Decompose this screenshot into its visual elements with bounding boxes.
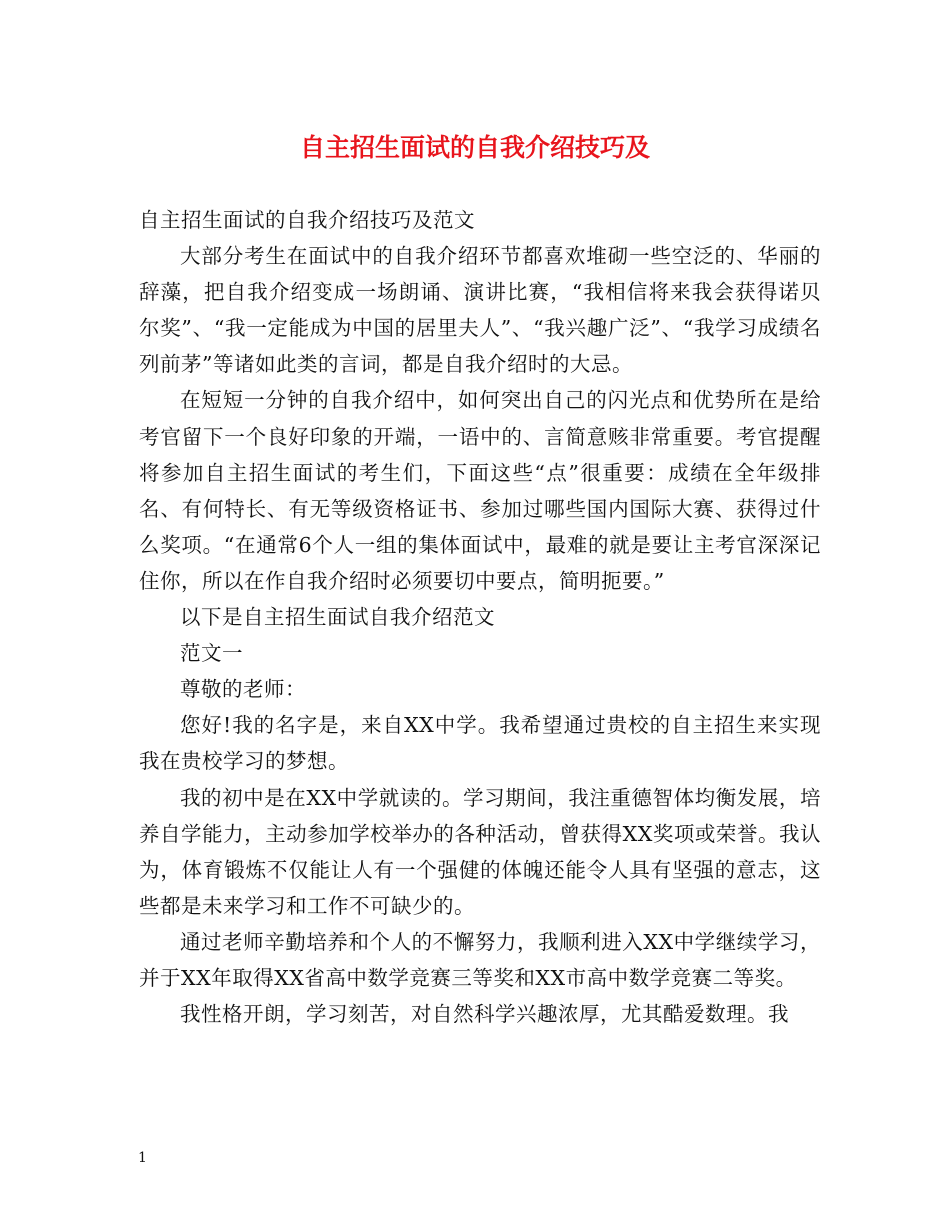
paragraph-subtitle: 自主招生面试的自我介绍技巧及范文 bbox=[139, 208, 475, 232]
paragraph: 我的初中是在XX中学就读的。学习期间，我注重德智体均衡发展，培养自学能力，主动参加学校举办的各种活动，曾获得XX奖项或荣誉。我认为，体育锻炼不仅能让人有一个强健的体魄还能令人具有坚强的意志，这些都是未来学习和工作不可缺少的。 bbox=[139, 785, 821, 918]
paragraph: 我性格开朗，学习刻苦，对自然科学兴趣浓厚，尤其酷爱数理。我 bbox=[180, 1002, 789, 1027]
paragraph: 您好!我的名字是，来自XX中学。我希望通过贵校的自主招生来实现我在贵校学习的梦想。 bbox=[139, 713, 821, 774]
document-title: 自主招生面试的自我介绍技巧及 bbox=[299, 133, 650, 162]
paragraph: 尊敬的老师： bbox=[180, 677, 306, 702]
page-number: 1 bbox=[138, 1150, 147, 1166]
paragraph: 通过老师辛勤培养和个人的不懈努力，我顺利进入XX中学继续学习，并于XX年取得XX省高中数学竞赛三等奖和XX市高中数学竞赛二等奖。 bbox=[139, 929, 821, 990]
paragraph: 范文一 bbox=[180, 641, 243, 666]
paragraph: 大部分考生在面试中的自我介绍环节都喜欢堆砌一些空泛的、华丽的辞藻，把自我介绍变成一场朗诵、演讲比赛，“我相信将来我会获得诺贝尔奖”、“我一定能成为中国的居里夫人”、“我兴趣广泛”、“我学习成绩名列前茅”等诸如此类的言词，都是自我介绍时的大忌。 bbox=[139, 244, 821, 377]
paragraph: 在短短一分钟的自我介绍中，如何突出自己的闪光点和优势所在是给考官留下一个良好印象的开端，一语中的、言简意赅非常重要。考官提醒将参加自主招生面试的考生们，下面这些“点”很重要：成绩在全年级排名、有何特长、有无等级资格证书、参加过哪些国内国际大赛、获得过什么奖项。“在通常6个人一组的集体面试中，最难的就是要让主考官深深记住你，所以在作自我介绍时必须要切中要点，简明扼要。” bbox=[139, 388, 821, 593]
paragraph: 以下是自主招生面试自我介绍范文 bbox=[180, 605, 495, 630]
document-body bbox=[139, 202, 821, 1032]
